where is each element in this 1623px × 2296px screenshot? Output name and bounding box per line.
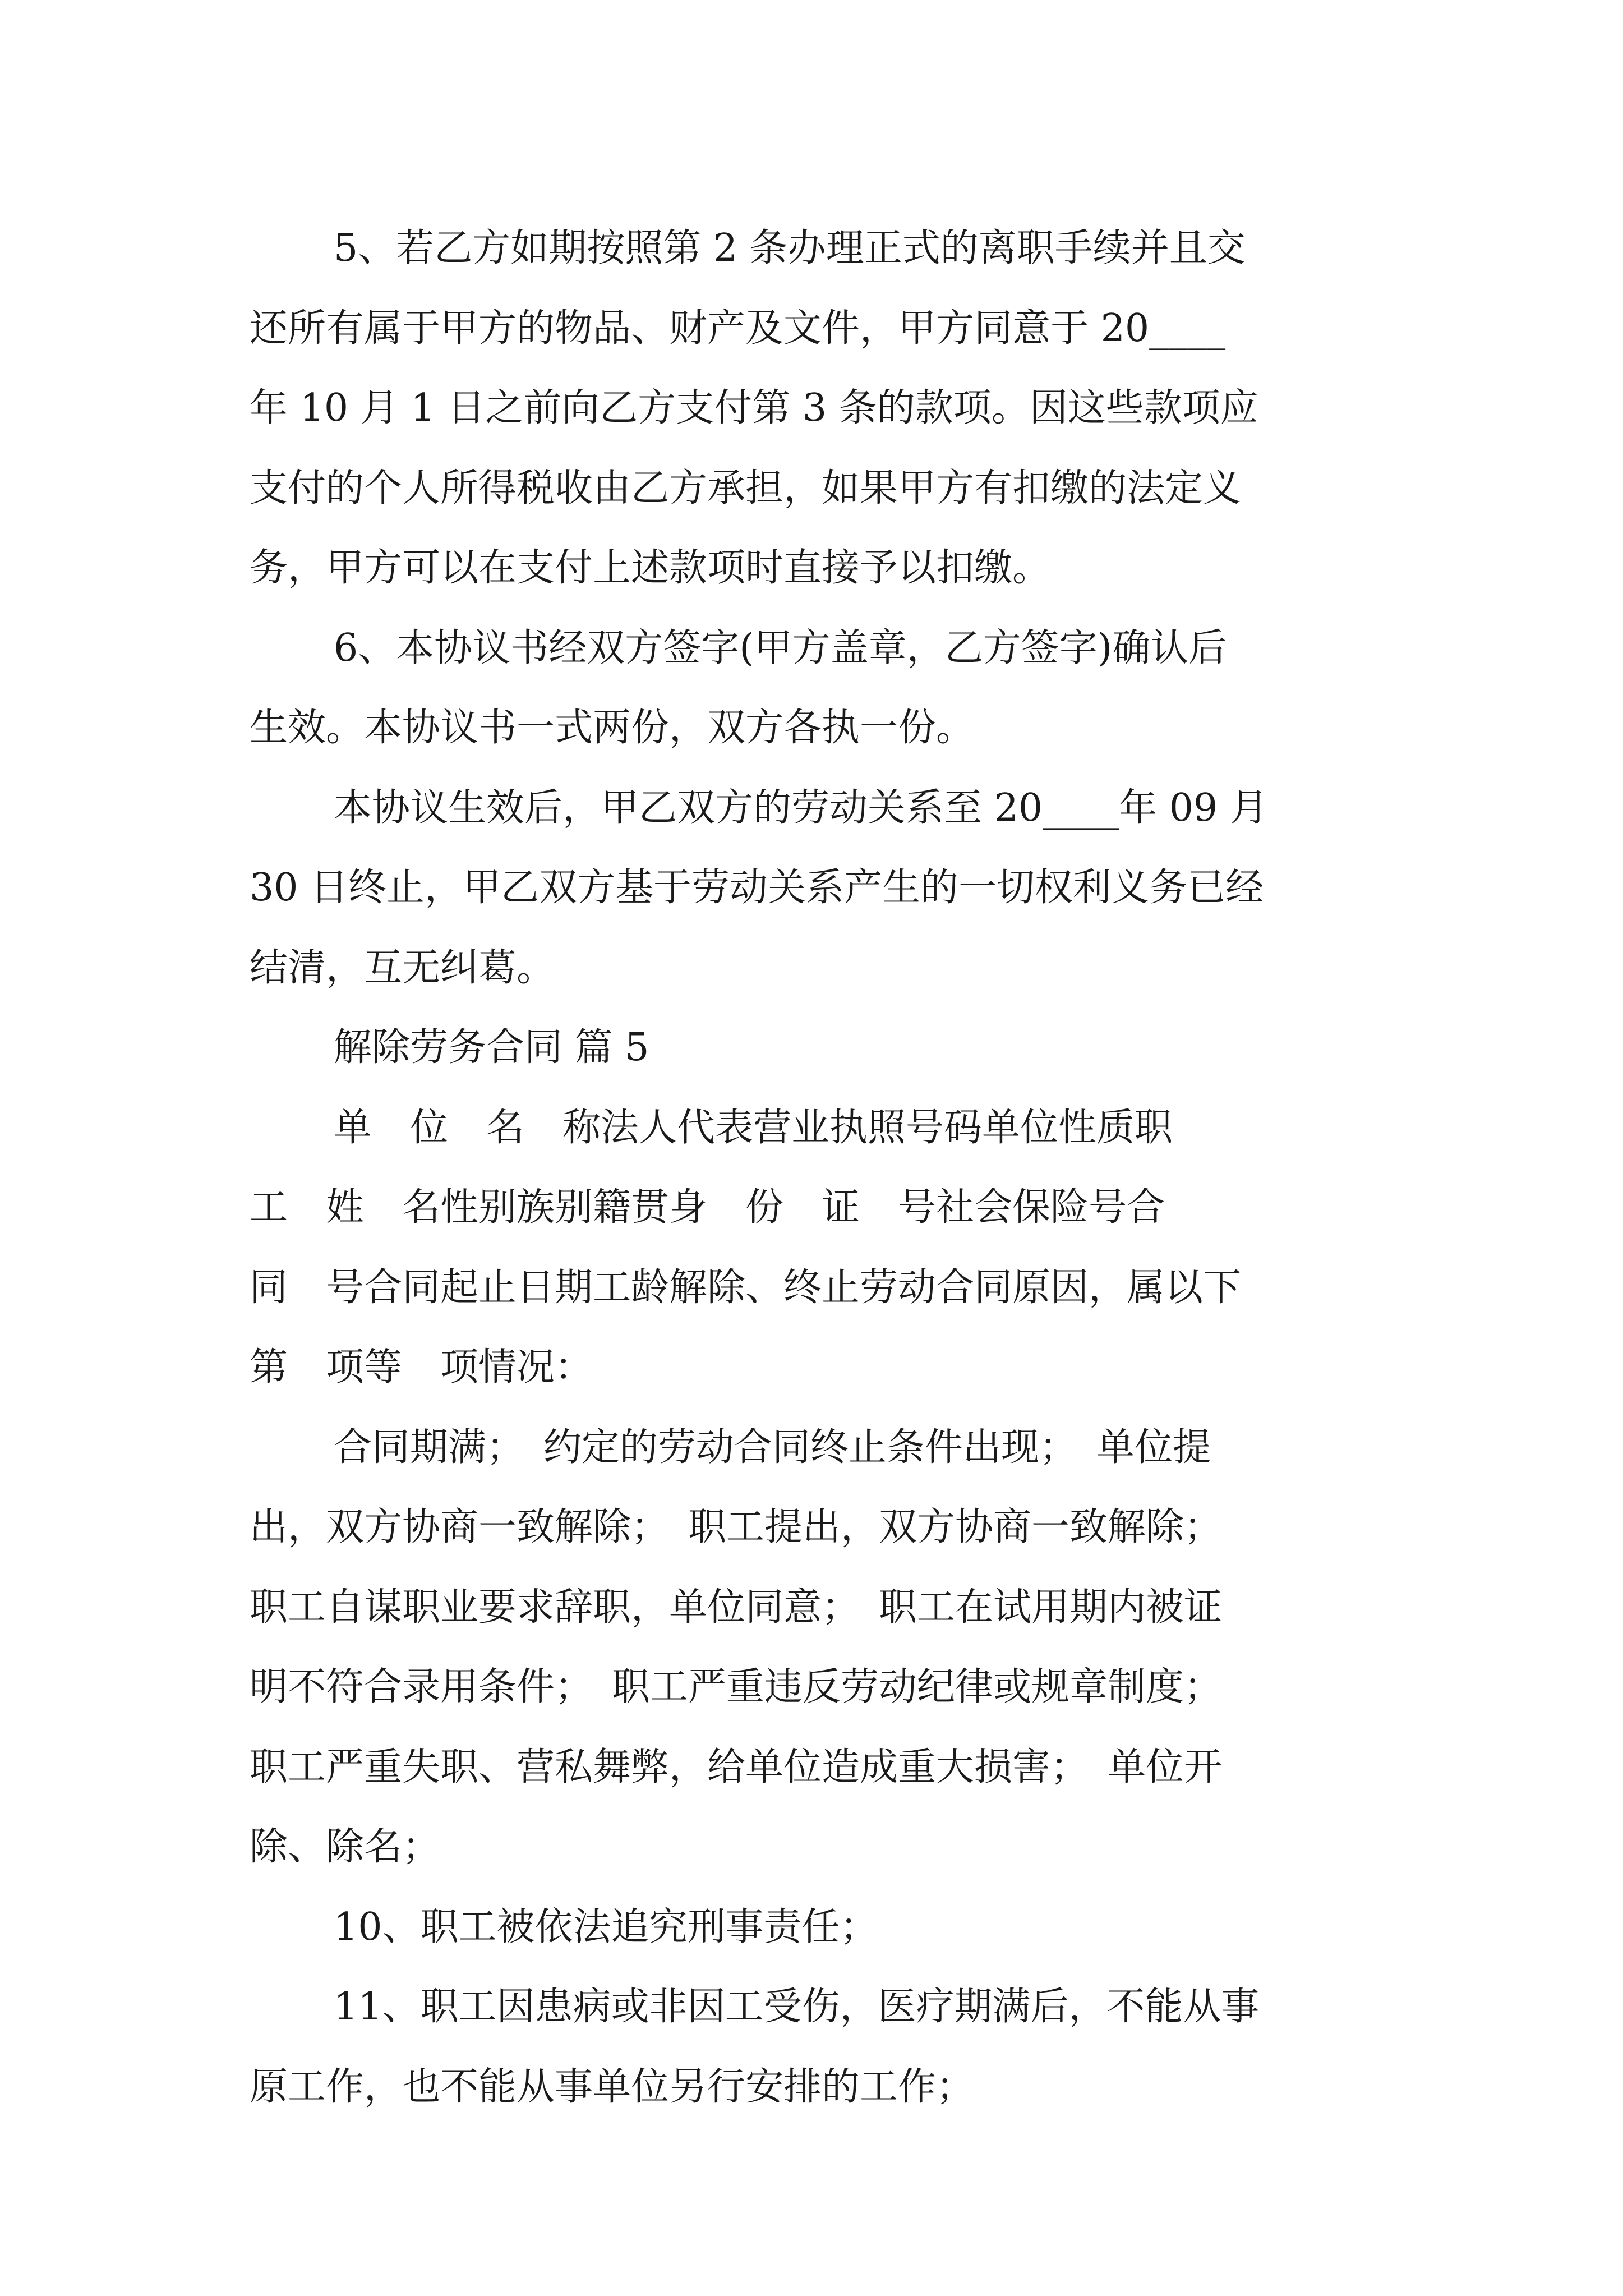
text-line: 年 10 月 1 日之前向乙方支付第 3 条的款项。因这些款项应 (250, 386, 1258, 430)
text-line: 6、本协议书经双方签字(甲方盖章，乙方签字)确认后 (334, 625, 1227, 670)
text-line: 职工自谋职业要求辞职，单位同意； 职工在试用期内被证 (250, 1585, 1223, 1630)
text-line: 出，双方协商一致解除； 职工提出，双方协商一致解除； (250, 1505, 1223, 1549)
text-line: 单 位 名 称法人代表营业执照号码单位性质职 (334, 1105, 1173, 1150)
text-line: 工 姓 名性别族别籍贯身 份 证 号社会保险号合 (250, 1185, 1165, 1230)
text-line: 10、职工被依法追究刑事责任； (334, 1904, 878, 1949)
text-line: 务，甲方可以在支付上述款项时直接予以扣缴。 (250, 546, 1051, 590)
text-line: 除、除名； (250, 1825, 441, 1869)
text-line: 还所有属于甲方的物品、财产及文件，甲方同意于 20____ (250, 306, 1226, 351)
text-line: 职工严重失职、营私舞弊，给单位造成重大损害； 单位开 (250, 1745, 1223, 1789)
text-line: 第 项等 项情况： (250, 1345, 593, 1389)
text-line: 本协议生效后，甲乙双方的劳动关系至 20____年 09 月 (334, 785, 1268, 830)
text-line: 30 日终止，甲乙双方基于劳动关系产生的一切权利义务已经 (250, 866, 1264, 910)
text-line: 11、职工因患病或非因工受伤，医疗期满后，不能从事 (334, 1985, 1260, 2029)
text-line: 生效。本协议书一式两份，双方各执一份。 (250, 706, 975, 750)
text-line: 原工作，也不能从事单位另行安排的工作； (250, 2064, 975, 2109)
text-line: 同 号合同起止日期工龄解除、终止劳动合同原因，属以下 (250, 1265, 1242, 1310)
text-line: 支付的个人所得税收由乙方承担，如果甲方有扣缴的法定义 (250, 466, 1242, 510)
text-line: 结清，互无纠葛。 (250, 945, 555, 990)
text-line: 合同期满； 约定的劳动合同终止条件出现； 单位提 (334, 1425, 1211, 1470)
section-heading: 解除劳务合同 篇 5 (334, 1025, 649, 1070)
text-line: 5、若乙方如期按照第 2 条办理正式的离职手续并且交 (334, 226, 1246, 270)
document-body (250, 209, 1377, 2127)
text-line: 明不符合录用条件； 职工严重违反劳动纪律或规章制度； (250, 1665, 1223, 1709)
